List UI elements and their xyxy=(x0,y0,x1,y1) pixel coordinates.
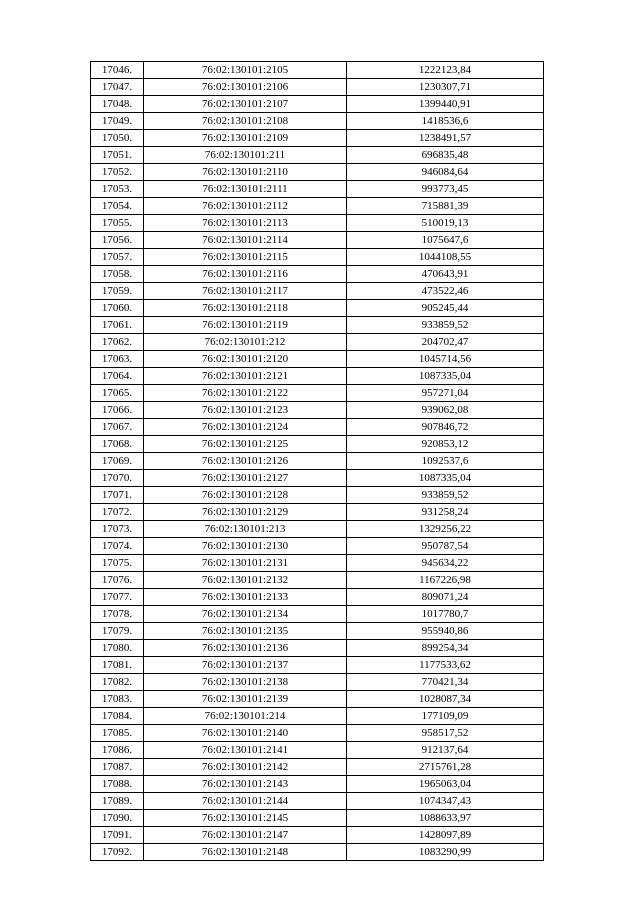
cadastral-value-cell: 950787,54 xyxy=(347,538,544,555)
table-row xyxy=(91,249,544,266)
row-number-cell: 17065. xyxy=(91,385,144,402)
cadastral-number-cell: 76:02:130101:2129 xyxy=(144,504,347,521)
table-row xyxy=(91,130,544,147)
table-row xyxy=(91,232,544,249)
table-row xyxy=(91,674,544,691)
cadastral-value-cell: 958517,52 xyxy=(347,725,544,742)
cadastral-value-cell: 204702,47 xyxy=(347,334,544,351)
table-row xyxy=(91,827,544,844)
row-number-cell: 17064. xyxy=(91,368,144,385)
row-number-cell: 17083. xyxy=(91,691,144,708)
table-row xyxy=(91,487,544,504)
cadastral-value-cell: 177109,09 xyxy=(347,708,544,725)
cadastral-number-cell: 76:02:130101:214 xyxy=(144,708,347,725)
cadastral-value-cell: 955940,86 xyxy=(347,623,544,640)
cadastral-value-cell: 473522,46 xyxy=(347,283,544,300)
cadastral-number-cell: 76:02:130101:2115 xyxy=(144,249,347,266)
cadastral-number-cell: 76:02:130101:2127 xyxy=(144,470,347,487)
table-row xyxy=(91,96,544,113)
cadastral-number-cell: 76:02:130101:2141 xyxy=(144,742,347,759)
row-number-cell: 17090. xyxy=(91,810,144,827)
cadastral-number-cell: 76:02:130101:2123 xyxy=(144,402,347,419)
row-number-cell: 17063. xyxy=(91,351,144,368)
row-number-cell: 17049. xyxy=(91,113,144,130)
cadastral-value-cell: 933859,52 xyxy=(347,487,544,504)
cadastral-number-cell: 76:02:130101:2107 xyxy=(144,96,347,113)
row-number-cell: 17080. xyxy=(91,640,144,657)
cadastral-value-cell: 770421,34 xyxy=(347,674,544,691)
cadastral-number-cell: 76:02:130101:2125 xyxy=(144,436,347,453)
cadastral-value-cell: 1167226,98 xyxy=(347,572,544,589)
cadastral-number-cell: 76:02:130101:2131 xyxy=(144,555,347,572)
table-row xyxy=(91,640,544,657)
table-row xyxy=(91,844,544,861)
row-number-cell: 17054. xyxy=(91,198,144,215)
table-row xyxy=(91,623,544,640)
cadastral-value-cell: 1418536,6 xyxy=(347,113,544,130)
cadastral-number-cell: 76:02:130101:2139 xyxy=(144,691,347,708)
cadastral-value-cell: 899254,34 xyxy=(347,640,544,657)
table-row xyxy=(91,708,544,725)
table-row xyxy=(91,147,544,164)
row-number-cell: 17079. xyxy=(91,623,144,640)
cadastral-number-cell: 76:02:130101:212 xyxy=(144,334,347,351)
cadastral-number-cell: 76:02:130101:2106 xyxy=(144,79,347,96)
cadastral-number-cell: 76:02:130101:2143 xyxy=(144,776,347,793)
cadastral-value-cell: 1017780,7 xyxy=(347,606,544,623)
table-row xyxy=(91,368,544,385)
row-number-cell: 17073. xyxy=(91,521,144,538)
cadastral-number-cell: 76:02:130101:2118 xyxy=(144,300,347,317)
table-row xyxy=(91,79,544,96)
cadastral-number-cell: 76:02:130101:2122 xyxy=(144,385,347,402)
table-row xyxy=(91,759,544,776)
row-number-cell: 17091. xyxy=(91,827,144,844)
cadastral-value-cell: 1428097,89 xyxy=(347,827,544,844)
row-number-cell: 17086. xyxy=(91,742,144,759)
cadastral-value-cell: 993773,45 xyxy=(347,181,544,198)
cadastral-number-cell: 76:02:130101:2111 xyxy=(144,181,347,198)
cadastral-value-cell: 470643,91 xyxy=(347,266,544,283)
row-number-cell: 17070. xyxy=(91,470,144,487)
table-row xyxy=(91,793,544,810)
cadastral-value-cell: 907846,72 xyxy=(347,419,544,436)
cadastral-number-cell: 76:02:130101:2133 xyxy=(144,589,347,606)
row-number-cell: 17058. xyxy=(91,266,144,283)
cadastral-number-cell: 76:02:130101:2114 xyxy=(144,232,347,249)
table-row xyxy=(91,725,544,742)
cadastral-number-cell: 76:02:130101:2110 xyxy=(144,164,347,181)
row-number-cell: 17059. xyxy=(91,283,144,300)
table-row xyxy=(91,691,544,708)
cadastral-value-cell: 2715761,28 xyxy=(347,759,544,776)
table-row xyxy=(91,436,544,453)
cadastral-number-cell: 76:02:130101:213 xyxy=(144,521,347,538)
cadastral-number-cell: 76:02:130101:211 xyxy=(144,147,347,164)
table-row xyxy=(91,810,544,827)
cadastral-value-cell: 1230307,71 xyxy=(347,79,544,96)
cadastral-number-cell: 76:02:130101:2128 xyxy=(144,487,347,504)
table-row xyxy=(91,334,544,351)
row-number-cell: 17066. xyxy=(91,402,144,419)
cadastral-value-cell: 946084,64 xyxy=(347,164,544,181)
row-number-cell: 17052. xyxy=(91,164,144,181)
cadastral-number-cell: 76:02:130101:2140 xyxy=(144,725,347,742)
cadastral-number-cell: 76:02:130101:2113 xyxy=(144,215,347,232)
table-row xyxy=(91,62,544,79)
table-row xyxy=(91,572,544,589)
cadastral-number-cell: 76:02:130101:2120 xyxy=(144,351,347,368)
row-number-cell: 17078. xyxy=(91,606,144,623)
cadastral-number-cell: 76:02:130101:2105 xyxy=(144,62,347,79)
row-number-cell: 17089. xyxy=(91,793,144,810)
cadastral-number-cell: 76:02:130101:2112 xyxy=(144,198,347,215)
cadastral-number-cell: 76:02:130101:2121 xyxy=(144,368,347,385)
table-row xyxy=(91,555,544,572)
cadastral-value-cell: 1028087,34 xyxy=(347,691,544,708)
row-number-cell: 17087. xyxy=(91,759,144,776)
table-row xyxy=(91,283,544,300)
row-number-cell: 17088. xyxy=(91,776,144,793)
row-number-cell: 17077. xyxy=(91,589,144,606)
cadastral-number-cell: 76:02:130101:2132 xyxy=(144,572,347,589)
table-row xyxy=(91,742,544,759)
cadastral-value-cell: 945634,22 xyxy=(347,555,544,572)
cadastral-value-cell: 912137,64 xyxy=(347,742,544,759)
row-number-cell: 17056. xyxy=(91,232,144,249)
table-row xyxy=(91,419,544,436)
cadastral-value-cell: 715881,39 xyxy=(347,198,544,215)
table-row xyxy=(91,164,544,181)
row-number-cell: 17046. xyxy=(91,62,144,79)
table-row xyxy=(91,538,544,555)
row-number-cell: 17068. xyxy=(91,436,144,453)
cadastral-value-cell: 939062,08 xyxy=(347,402,544,419)
cadastral-value-cell: 1088633,97 xyxy=(347,810,544,827)
cadastral-value-cell: 1222123,84 xyxy=(347,62,544,79)
cadastral-number-cell: 76:02:130101:2117 xyxy=(144,283,347,300)
cadastral-value-cell: 696835,48 xyxy=(347,147,544,164)
table-row xyxy=(91,470,544,487)
row-number-cell: 17075. xyxy=(91,555,144,572)
table-row xyxy=(91,776,544,793)
cadastral-number-cell: 76:02:130101:2136 xyxy=(144,640,347,657)
row-number-cell: 17072. xyxy=(91,504,144,521)
row-number-cell: 17050. xyxy=(91,130,144,147)
cadastral-number-cell: 76:02:130101:2135 xyxy=(144,623,347,640)
cadastral-value-cell: 1177533,62 xyxy=(347,657,544,674)
cadastral-value-cell: 1965063,04 xyxy=(347,776,544,793)
row-number-cell: 17084. xyxy=(91,708,144,725)
row-number-cell: 17053. xyxy=(91,181,144,198)
cadastral-number-cell: 76:02:130101:2148 xyxy=(144,844,347,861)
table-row xyxy=(91,402,544,419)
row-number-cell: 17074. xyxy=(91,538,144,555)
row-number-cell: 17060. xyxy=(91,300,144,317)
cadastral-value-cell: 905245,44 xyxy=(347,300,544,317)
cadastral-number-cell: 76:02:130101:2116 xyxy=(144,266,347,283)
row-number-cell: 17057. xyxy=(91,249,144,266)
cadastral-number-cell: 76:02:130101:2147 xyxy=(144,827,347,844)
cadastral-value-cell: 1238491,57 xyxy=(347,130,544,147)
row-number-cell: 17076. xyxy=(91,572,144,589)
cadastral-value-cell: 931258,24 xyxy=(347,504,544,521)
cadastral-value-cell: 1329256,22 xyxy=(347,521,544,538)
cadastral-number-cell: 76:02:130101:2134 xyxy=(144,606,347,623)
cadastral-value-cell: 1087335,04 xyxy=(347,368,544,385)
cadastral-value-cell: 1044108,55 xyxy=(347,249,544,266)
cadastral-number-cell: 76:02:130101:2144 xyxy=(144,793,347,810)
table-row xyxy=(91,113,544,130)
table-body xyxy=(91,62,544,861)
table-row xyxy=(91,657,544,674)
row-number-cell: 17061. xyxy=(91,317,144,334)
cadastral-number-cell: 76:02:130101:2126 xyxy=(144,453,347,470)
cadastral-value-cell: 957271,04 xyxy=(347,385,544,402)
cadastral-value-cell: 809071,24 xyxy=(347,589,544,606)
cadastral-value-cell: 1074347,43 xyxy=(347,793,544,810)
row-number-cell: 17067. xyxy=(91,419,144,436)
row-number-cell: 17081. xyxy=(91,657,144,674)
table-row xyxy=(91,521,544,538)
cadastral-number-cell: 76:02:130101:2108 xyxy=(144,113,347,130)
row-number-cell: 17069. xyxy=(91,453,144,470)
cadastral-number-cell: 76:02:130101:2137 xyxy=(144,657,347,674)
table-row xyxy=(91,266,544,283)
table-row xyxy=(91,215,544,232)
cadastral-value-cell: 933859,52 xyxy=(347,317,544,334)
cadastral-number-cell: 76:02:130101:2145 xyxy=(144,810,347,827)
cadastral-value-cell: 1092537,6 xyxy=(347,453,544,470)
cadastral-number-cell: 76:02:130101:2130 xyxy=(144,538,347,555)
cadastral-value-cell: 1075647,6 xyxy=(347,232,544,249)
table-row xyxy=(91,317,544,334)
cadastral-number-cell: 76:02:130101:2119 xyxy=(144,317,347,334)
cadastral-value-table xyxy=(90,61,544,861)
row-number-cell: 17048. xyxy=(91,96,144,113)
table-row xyxy=(91,504,544,521)
row-number-cell: 17071. xyxy=(91,487,144,504)
cadastral-value-cell: 1399440,91 xyxy=(347,96,544,113)
row-number-cell: 17082. xyxy=(91,674,144,691)
cadastral-value-cell: 1087335,04 xyxy=(347,470,544,487)
cadastral-value-cell: 510019,13 xyxy=(347,215,544,232)
cadastral-number-cell: 76:02:130101:2142 xyxy=(144,759,347,776)
cadastral-value-cell: 1045714,56 xyxy=(347,351,544,368)
row-number-cell: 17047. xyxy=(91,79,144,96)
table-row xyxy=(91,385,544,402)
table-row xyxy=(91,606,544,623)
table-row xyxy=(91,181,544,198)
row-number-cell: 17051. xyxy=(91,147,144,164)
cadastral-value-cell: 920853,12 xyxy=(347,436,544,453)
table-row xyxy=(91,300,544,317)
cadastral-number-cell: 76:02:130101:2138 xyxy=(144,674,347,691)
table-row xyxy=(91,589,544,606)
row-number-cell: 17062. xyxy=(91,334,144,351)
row-number-cell: 17055. xyxy=(91,215,144,232)
row-number-cell: 17092. xyxy=(91,844,144,861)
table-row xyxy=(91,198,544,215)
row-number-cell: 17085. xyxy=(91,725,144,742)
table-row xyxy=(91,453,544,470)
cadastral-number-cell: 76:02:130101:2124 xyxy=(144,419,347,436)
cadastral-number-cell: 76:02:130101:2109 xyxy=(144,130,347,147)
table-row xyxy=(91,351,544,368)
cadastral-value-cell: 1083290,99 xyxy=(347,844,544,861)
